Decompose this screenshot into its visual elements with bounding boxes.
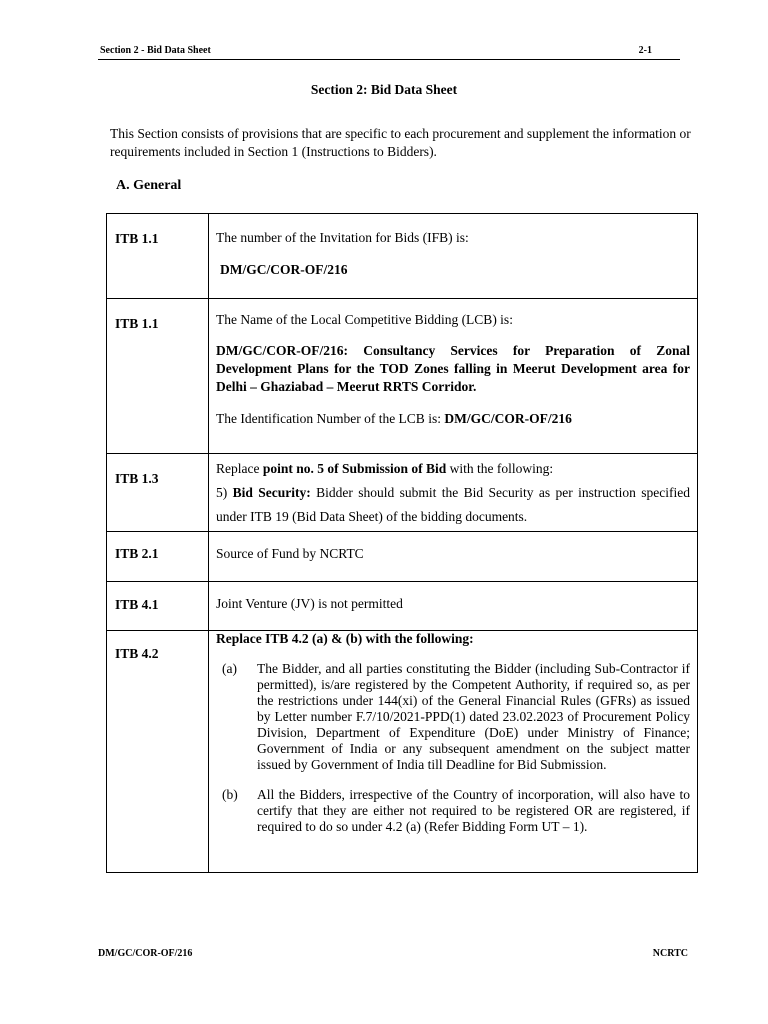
replace-target: point no. 5 of Submission of Bid xyxy=(262,461,447,476)
section-heading: A. General xyxy=(116,178,182,193)
header-page-number: 2-1 xyxy=(638,45,652,56)
table-row xyxy=(107,532,698,582)
list-item xyxy=(222,787,690,835)
replace-text: Replace xyxy=(216,461,263,476)
clause-cell xyxy=(107,631,209,873)
clause-label: ITB 2.1 xyxy=(115,546,159,561)
replace-suffix: with the following: xyxy=(446,461,554,476)
page-header xyxy=(98,44,680,60)
clause-text: Joint Venture (JV) is not permitted xyxy=(216,596,403,611)
header-section-label: Section 2 - Bid Data Sheet xyxy=(100,45,211,56)
table-row xyxy=(107,454,698,532)
table-row xyxy=(107,214,698,299)
clause-cell xyxy=(107,299,209,454)
clause-label: ITB 4.2 xyxy=(115,646,159,661)
table-row xyxy=(107,582,698,631)
item-text: The Bidder, and all parties constituting the Bidder (including Sub-Contractor if permitted), is/are registered by the Competent Authority, if required so, as per the restrictions under 144(xi) of the General Financial Rules (GFRs) as issued by Letter number F.7/10/2021-PPD(1) dated 23.02.2023 of Procurement Policy Division, Department of Expenditure (DoE) under Ministry of Finance; Government of India or any subsequent amendment on the subject matter issued by Government of India till Deadline for Bid Submission. xyxy=(257,661,690,772)
bid-security-text: Bidder should submit the Bid Security as per instruction specified under ITB 19 (Bid Data Sheet) of the bidding documents. xyxy=(216,485,690,524)
item-text: All the Bidders, irrespective of the Country of incorporation, will also have to certify that they are either not required to be registered OR are registered, if required to do so under 4.2 (a) (Refer Bidding Form UT – 1). xyxy=(257,787,690,834)
clause-cell xyxy=(107,532,209,582)
lcb-id-label: The Identification Number of the LCB is: xyxy=(216,411,441,426)
clause-label: ITB 1.1 xyxy=(115,316,159,331)
item-marker: 5) xyxy=(216,485,233,500)
clause-label: ITB 1.3 xyxy=(115,471,159,486)
footer-doc-number: DM/GC/COR-OF/216 xyxy=(98,948,193,959)
clause-cell xyxy=(107,214,209,299)
replace-heading: Replace ITB 4.2 (a) & (b) with the following: xyxy=(216,631,474,646)
clause-text: The number of the Invitation for Bids (IFB) is: xyxy=(216,230,469,245)
clause-label: ITB 1.1 xyxy=(115,231,159,246)
clause-text-cell xyxy=(209,631,698,873)
clause-cell xyxy=(107,454,209,532)
item-marker: (b) xyxy=(222,787,238,802)
item-marker: (a) xyxy=(222,661,237,676)
lcb-name: DM/GC/COR-OF/216: Consultancy Services for Preparation of Zonal Development Plans for the TOD Zones falling in Meerut Development area for Delhi – Ghaziabad – Meerut RRTS Corridor. xyxy=(216,343,690,394)
bid-security-label: Bid Security: xyxy=(232,485,311,500)
replacement-list xyxy=(216,661,690,835)
clause-text-cell xyxy=(209,454,698,532)
table-row xyxy=(107,631,698,873)
clause-text-cell xyxy=(209,532,698,582)
intro-paragraph: This Section consists of provisions that are specific to each procurement and supplement the information or requirements included in Section 1 (Instructions to Bidders). xyxy=(110,126,691,159)
clause-cell xyxy=(107,582,209,631)
clause-text-cell xyxy=(209,582,698,631)
table-row xyxy=(107,299,698,454)
footer-org: NCRTC xyxy=(652,948,688,959)
clause-text-cell xyxy=(209,299,698,454)
clause-label: ITB 4.1 xyxy=(115,597,159,612)
bid-data-table xyxy=(106,213,698,873)
clause-text-cell xyxy=(209,214,698,299)
ifb-number: DM/GC/COR-OF/216 xyxy=(220,262,348,277)
clause-text: Source of Fund by NCRTC xyxy=(216,546,364,561)
clause-text: The Name of the Local Competitive Bidding (LCB) is: xyxy=(216,312,513,327)
page-title: Section 2: Bid Data Sheet xyxy=(310,82,458,97)
lcb-id-value: DM/GC/COR-OF/216 xyxy=(444,411,572,426)
list-item xyxy=(222,661,690,773)
